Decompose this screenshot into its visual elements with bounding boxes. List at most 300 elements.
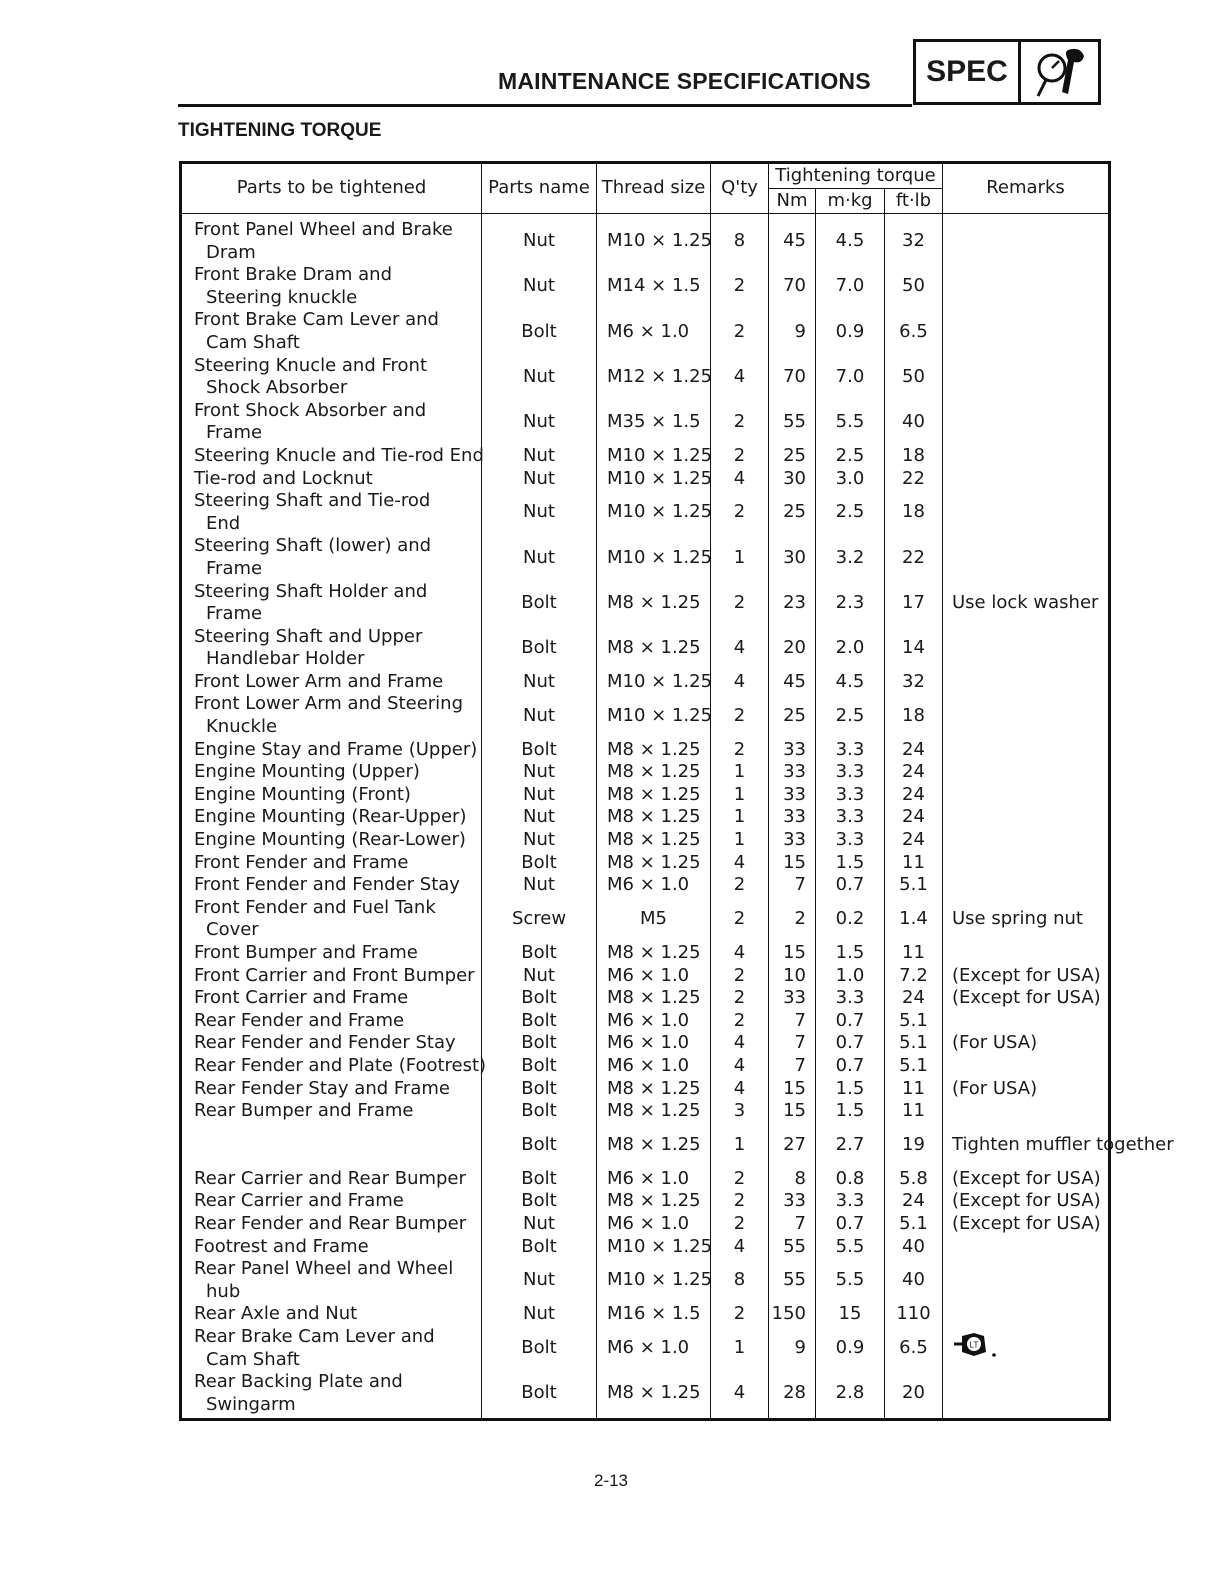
table-row xyxy=(181,1258,1110,1303)
part-name-cell: Bolt xyxy=(482,581,597,626)
table-row xyxy=(181,309,1110,354)
remarks-cell xyxy=(943,581,1110,626)
torque-ftlb-cell: 32 xyxy=(885,671,943,694)
torque-ftlb-cell: 32 xyxy=(885,214,943,265)
part-name-cell: Bolt xyxy=(482,1078,597,1101)
table-row xyxy=(181,1190,1110,1213)
thread-size-cell: M8 × 1.25 xyxy=(597,581,711,626)
table-row xyxy=(181,400,1110,445)
part-description xyxy=(181,829,482,852)
torque-mkg-cell: 3.3 xyxy=(816,806,885,829)
part-description xyxy=(181,581,482,626)
torque-mkg-cell: 2.5 xyxy=(816,490,885,535)
locktite-icon xyxy=(952,1330,998,1367)
part-name-cell: Nut xyxy=(482,806,597,829)
torque-nm-cell: 28 xyxy=(769,1371,816,1420)
torque-nm-cell: 33 xyxy=(769,829,816,852)
table-row xyxy=(181,1055,1110,1078)
remarks-cell xyxy=(943,264,1110,309)
thread-size-cell: M14 × 1.5 xyxy=(597,264,711,309)
torque-nm-cell: 7 xyxy=(769,1032,816,1055)
remarks-cell xyxy=(943,1371,1110,1420)
thread-size-cell: M8 × 1.25 xyxy=(597,829,711,852)
part-description-line: Front Brake Cam Lever and xyxy=(194,309,439,331)
col-header-parts: Parts to be tightened xyxy=(181,163,482,214)
thread-size-cell: M6 × 1.0 xyxy=(597,874,711,897)
page-number: 2-13 xyxy=(593,1471,629,1490)
remarks-text: (For USA) xyxy=(952,1032,1038,1054)
torque-ftlb-cell: 11 xyxy=(885,942,943,965)
part-description xyxy=(181,965,482,988)
torque-nm-cell: 9 xyxy=(769,309,816,354)
torque-ftlb-cell: 40 xyxy=(885,1258,943,1303)
qty-cell: 2 xyxy=(711,400,769,445)
part-description-line: Steering Shaft Holder and xyxy=(194,580,428,602)
torque-ftlb-cell: 22 xyxy=(885,535,943,580)
spec-badge xyxy=(913,39,1101,105)
qty-cell: 1 xyxy=(711,806,769,829)
thread-size-cell: M8 × 1.25 xyxy=(597,1190,711,1213)
col-header-parts-name: Parts name xyxy=(482,163,597,214)
tightening-torque-table xyxy=(179,161,1174,1421)
remarks-cell xyxy=(943,671,1110,694)
remarks-cell xyxy=(943,468,1110,491)
part-description-line: Rear Carrier and Frame xyxy=(194,1190,404,1212)
table-row xyxy=(181,626,1110,671)
remarks-cell xyxy=(943,897,1110,942)
part-description xyxy=(181,1078,482,1101)
torque-mkg-cell: 3.3 xyxy=(816,829,885,852)
qty-cell: 2 xyxy=(711,264,769,309)
thread-size-cell: M8 × 1.25 xyxy=(597,784,711,807)
table-row xyxy=(181,1236,1110,1259)
part-description-line: Rear Fender and Fender Stay xyxy=(194,1032,456,1054)
part-name-cell: Nut xyxy=(482,761,597,784)
part-description-line: Steering Knucle and Tie-rod End xyxy=(194,444,484,466)
torque-ftlb-cell: 11 xyxy=(885,1078,943,1101)
part-description xyxy=(181,309,482,354)
part-description-line: Rear Brake Cam Lever and xyxy=(194,1325,435,1347)
table-body xyxy=(181,214,1174,1420)
remarks-cell xyxy=(943,1100,1110,1123)
part-name-cell: Bolt xyxy=(482,1168,597,1191)
thread-size-cell: M6 × 1.0 xyxy=(597,1032,711,1055)
torque-mkg-cell: 7.0 xyxy=(816,264,885,309)
part-description-line: Front Lower Arm and Steering xyxy=(194,693,463,715)
thread-size-cell: M35 × 1.5 xyxy=(597,400,711,445)
torque-mkg-cell: 1.5 xyxy=(816,942,885,965)
qty-cell: 2 xyxy=(711,1213,769,1236)
torque-mkg-cell: 3.3 xyxy=(816,1190,885,1213)
col-header-mkg: m·kg xyxy=(816,189,885,214)
part-name-cell: Bolt xyxy=(482,1010,597,1033)
part-description xyxy=(181,264,482,309)
qty-cell: 3 xyxy=(711,1100,769,1123)
part-description-line: Front Fender and Fuel Tank xyxy=(194,896,436,918)
torque-nm-cell: 30 xyxy=(769,535,816,580)
header-rule xyxy=(178,104,912,107)
table-row xyxy=(181,693,1110,738)
remarks-cell xyxy=(943,445,1110,468)
part-name-cell: Bolt xyxy=(482,1055,597,1078)
torque-mkg-cell: 3.3 xyxy=(816,761,885,784)
table-row xyxy=(181,581,1110,626)
thread-size-cell: M12 × 1.25 xyxy=(597,355,711,400)
thread-size-cell: M16 × 1.5 xyxy=(597,1303,711,1326)
part-name-cell: Nut xyxy=(482,400,597,445)
qty-cell: 4 xyxy=(711,468,769,491)
part-description xyxy=(181,1326,482,1371)
torque-ftlb-cell: 5.8 xyxy=(885,1168,943,1191)
torque-nm-cell: 7 xyxy=(769,1213,816,1236)
thread-size-cell: M6 × 1.0 xyxy=(597,965,711,988)
table-row xyxy=(181,214,1110,265)
torque-ftlb-cell: 24 xyxy=(885,761,943,784)
part-description xyxy=(181,445,482,468)
part-name-cell: Screw xyxy=(482,897,597,942)
part-description xyxy=(181,214,482,265)
thread-size-cell: M8 × 1.25 xyxy=(597,739,711,762)
part-description-line: Frame xyxy=(206,557,263,579)
part-description-line: Cam Shaft xyxy=(206,1348,300,1370)
remarks-cell xyxy=(943,214,1110,265)
qty-cell: 2 xyxy=(711,965,769,988)
torque-ftlb-cell: 18 xyxy=(885,693,943,738)
torque-mkg-cell: 0.7 xyxy=(816,1032,885,1055)
remarks-cell xyxy=(943,1236,1110,1259)
torque-nm-cell: 20 xyxy=(769,626,816,671)
thread-size-cell: M8 × 1.25 xyxy=(597,852,711,875)
torque-ftlb-cell: 14 xyxy=(885,626,943,671)
torque-nm-cell: 25 xyxy=(769,490,816,535)
thread-size-cell: M10 × 1.25 xyxy=(597,1258,711,1303)
part-name-cell: Bolt xyxy=(482,1100,597,1123)
remarks-cell xyxy=(943,1123,1174,1168)
qty-cell: 2 xyxy=(711,1303,769,1326)
torque-mkg-cell: 2.5 xyxy=(816,445,885,468)
torque-mkg-cell: 3.2 xyxy=(816,535,885,580)
table-row xyxy=(181,761,1110,784)
torque-ftlb-cell: 19 xyxy=(885,1123,943,1168)
table-row xyxy=(181,445,1110,468)
part-description-line: Shock Absorber xyxy=(206,377,348,399)
part-name-cell: Nut xyxy=(482,829,597,852)
torque-nm-cell: 7 xyxy=(769,1055,816,1078)
part-name-cell: Nut xyxy=(482,1213,597,1236)
part-description-line: Rear Axle and Nut xyxy=(194,1303,358,1325)
torque-ftlb-cell: 5.1 xyxy=(885,1213,943,1236)
remarks-cell xyxy=(943,1168,1110,1191)
part-description-line: Rear Fender and Rear Bumper xyxy=(194,1212,467,1234)
part-name-cell: Bolt xyxy=(482,987,597,1010)
part-name-cell: Nut xyxy=(482,784,597,807)
part-description-line: Front Shock Absorber and xyxy=(194,399,427,421)
torque-ftlb-cell: 18 xyxy=(885,445,943,468)
part-description-line: Engine Stay and Frame (Upper) xyxy=(194,738,478,760)
part-description xyxy=(181,490,482,535)
thread-size-cell: M5 xyxy=(597,897,711,942)
part-description xyxy=(181,806,482,829)
remarks-cell xyxy=(943,1032,1110,1055)
torque-nm-cell: 30 xyxy=(769,468,816,491)
thread-size-cell: M10 × 1.25 xyxy=(597,490,711,535)
part-name-cell: Nut xyxy=(482,445,597,468)
torque-mkg-cell: 3.3 xyxy=(816,739,885,762)
qty-cell: 2 xyxy=(711,1168,769,1191)
part-name-cell: Nut xyxy=(482,490,597,535)
part-description-line: Steering Shaft (lower) and xyxy=(194,535,432,557)
table-row xyxy=(181,1032,1110,1055)
torque-ftlb-cell: 110 xyxy=(885,1303,943,1326)
torque-nm-cell: 55 xyxy=(769,1258,816,1303)
qty-cell: 8 xyxy=(711,1258,769,1303)
part-description-line: Swingarm xyxy=(206,1393,296,1415)
part-description-line: Steering knuckle xyxy=(206,286,358,308)
thread-size-cell: M8 × 1.25 xyxy=(597,942,711,965)
section-title: TIGHTENING TORQUE xyxy=(178,120,382,141)
torque-ftlb-cell: 11 xyxy=(885,1100,943,1123)
torque-mkg-cell: 7.0 xyxy=(816,355,885,400)
part-description-line: Engine Mounting (Upper) xyxy=(194,761,420,783)
qty-cell: 1 xyxy=(711,761,769,784)
part-description xyxy=(181,1100,482,1123)
part-description-line: Front Fender and Fender Stay xyxy=(194,874,460,896)
table-row xyxy=(181,1371,1110,1420)
qty-cell: 4 xyxy=(711,1055,769,1078)
locktite-icon-label: LT xyxy=(969,1340,979,1350)
qty-cell: 4 xyxy=(711,1032,769,1055)
torque-ftlb-cell: 11 xyxy=(885,852,943,875)
remarks-cell xyxy=(943,987,1110,1010)
remarks-cell xyxy=(943,739,1110,762)
part-description xyxy=(181,1032,482,1055)
part-name-cell: Bolt xyxy=(482,1326,597,1371)
part-description-line: Rear Carrier and Rear Bumper xyxy=(194,1167,466,1189)
spec-badge-label: SPEC xyxy=(916,42,1021,102)
table-row xyxy=(181,739,1110,762)
thread-size-cell: M8 × 1.25 xyxy=(597,1371,711,1420)
part-description-line: Steering Shaft and Tie-rod xyxy=(194,490,431,512)
thread-size-cell: M8 × 1.25 xyxy=(597,806,711,829)
part-name-cell: Bolt xyxy=(482,739,597,762)
table-row xyxy=(181,671,1110,694)
part-description-line: Frame xyxy=(206,422,263,444)
qty-cell: 2 xyxy=(711,693,769,738)
remarks-cell xyxy=(943,1258,1110,1303)
part-name-cell: Bolt xyxy=(482,942,597,965)
part-description xyxy=(181,1123,482,1168)
thread-size-cell: M8 × 1.25 xyxy=(597,1078,711,1101)
thread-size-cell: M6 × 1.0 xyxy=(597,1010,711,1033)
table-row xyxy=(181,1078,1110,1101)
remarks-cell xyxy=(943,965,1110,988)
torque-mkg-cell: 0.7 xyxy=(816,1010,885,1033)
part-description xyxy=(181,739,482,762)
qty-cell: 1 xyxy=(711,829,769,852)
table-row xyxy=(181,535,1110,580)
qty-cell: 4 xyxy=(711,355,769,400)
torque-mkg-cell: 4.5 xyxy=(816,214,885,265)
torque-mkg-cell: 1.5 xyxy=(816,1078,885,1101)
torque-mkg-cell: 3.3 xyxy=(816,784,885,807)
torque-ftlb-cell: 5.1 xyxy=(885,874,943,897)
torque-ftlb-cell: 50 xyxy=(885,264,943,309)
remarks-text: (Except for USA) xyxy=(952,1212,1101,1234)
thread-size-cell: M8 × 1.25 xyxy=(597,987,711,1010)
remarks-cell xyxy=(943,1078,1110,1101)
qty-cell: 2 xyxy=(711,581,769,626)
remarks-cell xyxy=(943,535,1110,580)
remarks-cell xyxy=(943,1213,1110,1236)
table-row xyxy=(181,829,1110,852)
torque-ftlb-cell: 24 xyxy=(885,1190,943,1213)
thread-size-cell: M8 × 1.25 xyxy=(597,626,711,671)
table-row xyxy=(181,1213,1110,1236)
torque-mkg-cell: 4.5 xyxy=(816,671,885,694)
qty-cell: 4 xyxy=(711,852,769,875)
table-row xyxy=(181,1303,1110,1326)
torque-nm-cell: 25 xyxy=(769,445,816,468)
part-description xyxy=(181,535,482,580)
part-name-cell: Bolt xyxy=(482,1032,597,1055)
remarks-cell xyxy=(943,761,1110,784)
torque-nm-cell: 33 xyxy=(769,806,816,829)
part-description xyxy=(181,1303,482,1326)
torque-mkg-cell: 2.0 xyxy=(816,626,885,671)
remarks-cell xyxy=(943,1303,1110,1326)
torque-nm-cell: 45 xyxy=(769,214,816,265)
thread-size-cell: M8 × 1.25 xyxy=(597,1100,711,1123)
torque-nm-cell: 27 xyxy=(769,1123,816,1168)
torque-nm-cell: 150 xyxy=(769,1303,816,1326)
part-description-line: Knuckle xyxy=(206,716,278,738)
table-row xyxy=(181,942,1110,965)
torque-nm-cell: 33 xyxy=(769,761,816,784)
part-description xyxy=(181,1236,482,1259)
table-row xyxy=(181,897,1110,942)
part-description-line: Handlebar Holder xyxy=(206,648,365,670)
part-name-cell: Nut xyxy=(482,1303,597,1326)
col-header-tightening-torque: Tightening torque xyxy=(769,163,943,189)
remarks-cell xyxy=(943,490,1110,535)
torque-nm-cell: 33 xyxy=(769,1190,816,1213)
part-name-cell: Bolt xyxy=(482,1236,597,1259)
torque-ftlb-cell: 24 xyxy=(885,784,943,807)
page-title: MAINTENANCE SPECIFICATIONS xyxy=(498,68,871,94)
part-description xyxy=(181,355,482,400)
torque-nm-cell: 23 xyxy=(769,581,816,626)
gauge-wrench-icon xyxy=(1021,42,1098,102)
part-description xyxy=(181,671,482,694)
torque-ftlb-cell: 24 xyxy=(885,829,943,852)
torque-nm-cell: 70 xyxy=(769,355,816,400)
torque-nm-cell: 7 xyxy=(769,1010,816,1033)
torque-ftlb-cell: 24 xyxy=(885,987,943,1010)
torque-nm-cell: 70 xyxy=(769,264,816,309)
torque-nm-cell: 15 xyxy=(769,942,816,965)
table-row xyxy=(181,1326,1110,1371)
part-name-cell: Bolt xyxy=(482,626,597,671)
remarks-text: Use lock washer xyxy=(952,591,1099,613)
table-row xyxy=(181,987,1110,1010)
thread-size-cell: M10 × 1.25 xyxy=(597,445,711,468)
col-header-remarks: Remarks xyxy=(943,163,1110,214)
torque-mkg-cell: 0.9 xyxy=(816,1326,885,1371)
torque-ftlb-cell: 5.1 xyxy=(885,1010,943,1033)
torque-mkg-cell: 2.8 xyxy=(816,1371,885,1420)
remarks-text: (For USA) xyxy=(952,1077,1038,1099)
part-description-line: Tie-rod and Locknut xyxy=(194,467,373,489)
part-name-cell: Nut xyxy=(482,671,597,694)
part-name-cell: Nut xyxy=(482,535,597,580)
part-name-cell: Nut xyxy=(482,264,597,309)
part-description xyxy=(181,942,482,965)
remarks-cell xyxy=(943,784,1110,807)
torque-nm-cell: 55 xyxy=(769,1236,816,1259)
part-description-line: Frame xyxy=(206,603,263,625)
part-description xyxy=(181,400,482,445)
qty-cell: 2 xyxy=(711,445,769,468)
torque-mkg-cell: 3.3 xyxy=(816,987,885,1010)
col-header-nm: Nm xyxy=(769,189,816,214)
qty-cell: 1 xyxy=(711,1123,769,1168)
part-description xyxy=(181,468,482,491)
torque-ftlb-cell: 20 xyxy=(885,1371,943,1420)
col-header-thread-size: Thread size xyxy=(597,163,711,214)
part-name-cell: Bolt xyxy=(482,1190,597,1213)
part-name-cell: Nut xyxy=(482,693,597,738)
part-description-line: Rear Fender and Plate (Footrest) xyxy=(194,1054,487,1076)
remarks-cell xyxy=(943,1326,1110,1371)
torque-ftlb-cell: 17 xyxy=(885,581,943,626)
torque-nm-cell: 2 xyxy=(769,897,816,942)
part-description-line: Engine Mounting (Front) xyxy=(194,783,411,805)
torque-mkg-cell: 2.7 xyxy=(816,1123,885,1168)
remarks-cell xyxy=(943,1010,1110,1033)
remarks-text: (Except for USA) xyxy=(952,1190,1101,1212)
torque-nm-cell: 33 xyxy=(769,987,816,1010)
table-row xyxy=(181,806,1110,829)
torque-ftlb-cell: 18 xyxy=(885,490,943,535)
torque-nm-cell: 45 xyxy=(769,671,816,694)
part-description-line: Front Fender and Frame xyxy=(194,851,409,873)
table-row xyxy=(181,1010,1110,1033)
torque-ftlb-cell: 5.1 xyxy=(885,1032,943,1055)
thread-size-cell: M10 × 1.25 xyxy=(597,1236,711,1259)
qty-cell: 2 xyxy=(711,1190,769,1213)
torque-ftlb-cell: 5.1 xyxy=(885,1055,943,1078)
qty-cell: 4 xyxy=(711,671,769,694)
remarks-text: (Except for USA) xyxy=(952,987,1101,1009)
part-description-line: Rear Fender Stay and Frame xyxy=(194,1077,450,1099)
part-description xyxy=(181,1010,482,1033)
part-description-line: Front Bumper and Frame xyxy=(194,942,418,963)
qty-cell: 2 xyxy=(711,490,769,535)
thread-size-cell: M10 × 1.25 xyxy=(597,535,711,580)
table-row xyxy=(181,784,1110,807)
part-description xyxy=(181,1213,482,1236)
remarks-text: (Except for USA) xyxy=(952,1167,1101,1189)
torque-nm-cell: 8 xyxy=(769,1168,816,1191)
torque-mkg-cell: 5.5 xyxy=(816,1236,885,1259)
part-description-line: Rear Panel Wheel and Wheel xyxy=(194,1258,454,1280)
thread-size-cell: M8 × 1.25 xyxy=(597,761,711,784)
part-name-cell: Nut xyxy=(482,965,597,988)
remarks-text: (Except for USA) xyxy=(952,964,1101,986)
col-header-ftlb: ft·lb xyxy=(885,189,943,214)
part-description-line: Front Carrier and Front Bumper xyxy=(194,964,475,986)
part-description xyxy=(181,1190,482,1213)
